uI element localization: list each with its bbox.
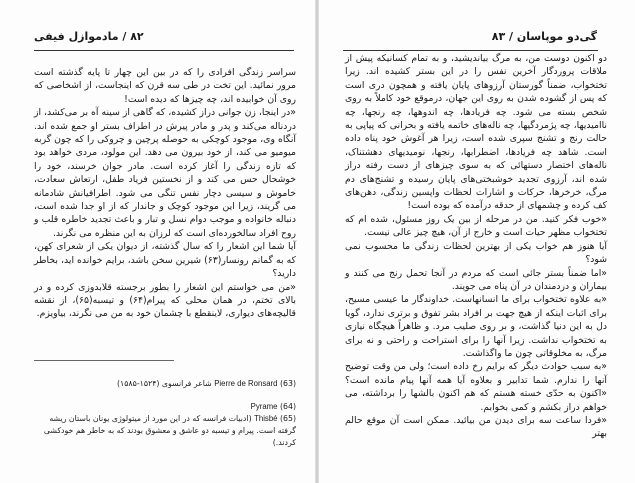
footnote-number: (65) bbox=[279, 414, 296, 423]
right-paragraph-2: «خوب فکر کنید. من در مرحله از بین یک روز مسئول، شده ام که تختخواب مظهر حیات است و خارج از آن، هیچ چیز عالی نیست. bbox=[345, 213, 607, 239]
right-paragraph-6: «به سبب حوادث دیگر که برایم رخ داده است؛ ولی من وقت توضیح آنها را ندارم. شما تدابیر و بعلاوه آیا همه آنها پیام مانده است؟ «اکنون به حدّی خسته هستم که هم اکنون بالشها را برداشته، می خواهم دراز بکشم و کمی بخوابم. bbox=[345, 361, 607, 413]
footnote-64 bbox=[251, 401, 296, 413]
right-running-header: گی‌دو موپاسان / ۸۳ bbox=[491, 30, 597, 43]
footnote-number: (63) bbox=[279, 379, 296, 388]
left-body-text bbox=[34, 66, 296, 321]
left-paragraph-1: سراسر زندگی افرادی را که در بین این چهار تا پایه گذشته است مرور نمائید. این تخت در طی سه قرن که اینجاست، از اشخاصی که روی آن خوابیده اند، چه چیزها که دیده است! bbox=[34, 67, 296, 105]
left-paragraph-3: آیا شما این اشعار را که سال گذشته، از دیوان یکی از شعرای کهن، که به گمانم رونسار(۶۳) شیرین سخن باشد، برایم خوانده اید، بخاطر دارید؟ bbox=[34, 241, 296, 280]
right-header-rule bbox=[343, 50, 598, 51]
footnote-text: شاعر فرانسوی (۱۵۲۴-۱۵۸۵) bbox=[117, 379, 212, 388]
right-page bbox=[319, 0, 635, 483]
footnote-latin-name: Pyrame bbox=[250, 402, 278, 411]
left-header-rule bbox=[34, 50, 294, 51]
right-paragraph-4: «اما ضمناً بستر جائی است که مردم در آنجا تحمل رنج می کنند و بیماران و دردمندان در آن پناه می جویند. bbox=[345, 267, 607, 292]
footnote-separator bbox=[34, 360, 174, 361]
right-paragraph-3: آیا هنوز هم خواب یکی از بهترین لحظات زندگی ما محسوب نمی شود؟ bbox=[345, 240, 607, 266]
right-paragraph-5: «به علاوه تختخواب برای ما انسانهاست. خداوندگار ما عیسی مسیح، برای اثبات اینکه از هیچ جهت بر افراد بشر تفوق و برتری ندارد، گویا دل به این دنیا گذاشت، و بر روی صلیب مرد. و ظاهراً هیچگاه نیازی به تختخواب نداشت. زیرا آنها را برای استراحت و راحتی و نه برای مرگ، به مخلوقاتی چون ما واگذاشت. bbox=[345, 294, 607, 359]
left-page bbox=[0, 0, 315, 483]
left-running-header: ۸۲ / مادموازل فیفی bbox=[34, 30, 144, 43]
footnote-number: (64) bbox=[279, 402, 296, 411]
footnote-text: (ادبیات فرانسه که در این مورد از میتولوژی یونان باستان ریشه گرفته است. پیرام و تیسبه دو عاشق و معشوق بودند که به خاطر هم خودکشی کردند.) bbox=[43, 414, 296, 447]
right-paragraph-1: دو اکنون دوست من، به مرگ بیاندیشید، و به تمام کسانیکه پیش از ملاقات پروردگار آخرین نفس را در این بستر کشیده اند. زیرا تختخواب، ضمناً گورستان آرزوهای پایان یافته و همچون دری است که پس از گشوده شدن به روی این جهان، درموقع خود کاملاً به روی شخص بسته می شود. چه فریادها، چه اندوهها، چه رنجها، چه ناامیدیها، چه پژمردگیها، چه ناله‌های خاتمه یافته و بحرانی که پیاپی به حالت رنج و تشنج سپری شده است، زیرا هر آغوش خود پناه داده است. شاهد چه فریادها، اضطرابها، رنجها، نومیدیهای دهشتناک، ناله‌های اختصار دستهائی که به سوی چیزهای از دست رفته دراز شده اند، آرزوی تجدید خوشبختی‌های پایان رسیده و تشنج‌های دم مرگ، خرخرها، حرکات و اشارات لحظات واپسین زندگی، دهن‌های کف کرده و چشمهای از حدقه درآمده که بوده است! bbox=[345, 53, 607, 212]
footnote-latin-name: Pierre de Ronsard bbox=[214, 379, 278, 388]
left-paragraph-2: «در اینجا، زن جوانی دراز کشیده، که گاهی از سینه آه بر می‌کشد، از دردناله می‌کند و پدر و مادر پیرش در اطراف بستر او جمع شده اند. آنگاه وی، موجود کوچکی به حوصله پرچین و چروکی را که چون گربه میومیو می کند، از خود بیرون می دهد. این مولود، مردی خواهد بود که تازه زندگی را آغاز کرده است. مادر جوان خرسند، خود را خوشحال حس می کند و از نخستین فریاد طفل، ارتعاش سعادت، خاموش و سیسی دچار نفس تنگی می شود. اطرافیانش شادمانه می گریند، زیرا این موجود کوچک و جاندار که از او جدا شده است، دنباله خانواده و موجب دوام نسل و تبار و باعث تجدید خاطره قلب و روح افراد سالخورده‌ای است که لرزان به این منظره می نگرند. bbox=[34, 107, 296, 239]
footnote-65 bbox=[34, 413, 296, 449]
left-paragraph-4: «من می خواستم این اشعار را بطور برجسته قلابدوزی کرده و در بالای تختم، در همان محلی که پیرام(۶۴) و تیسبه(۶۵)، از نقشه قالیچه‌های دیواری، لاینقطع با چشمان خود به من می نگرند، بیاویزم. bbox=[34, 281, 296, 320]
footnote-63 bbox=[117, 378, 296, 390]
footnote-latin-name: Thisbé bbox=[254, 414, 278, 423]
right-body-text bbox=[345, 52, 607, 441]
right-paragraph-7: «فردا ساعت سه برای دیدن من بیائید. ممکن است آن موقع حالم بهتر bbox=[345, 414, 607, 440]
